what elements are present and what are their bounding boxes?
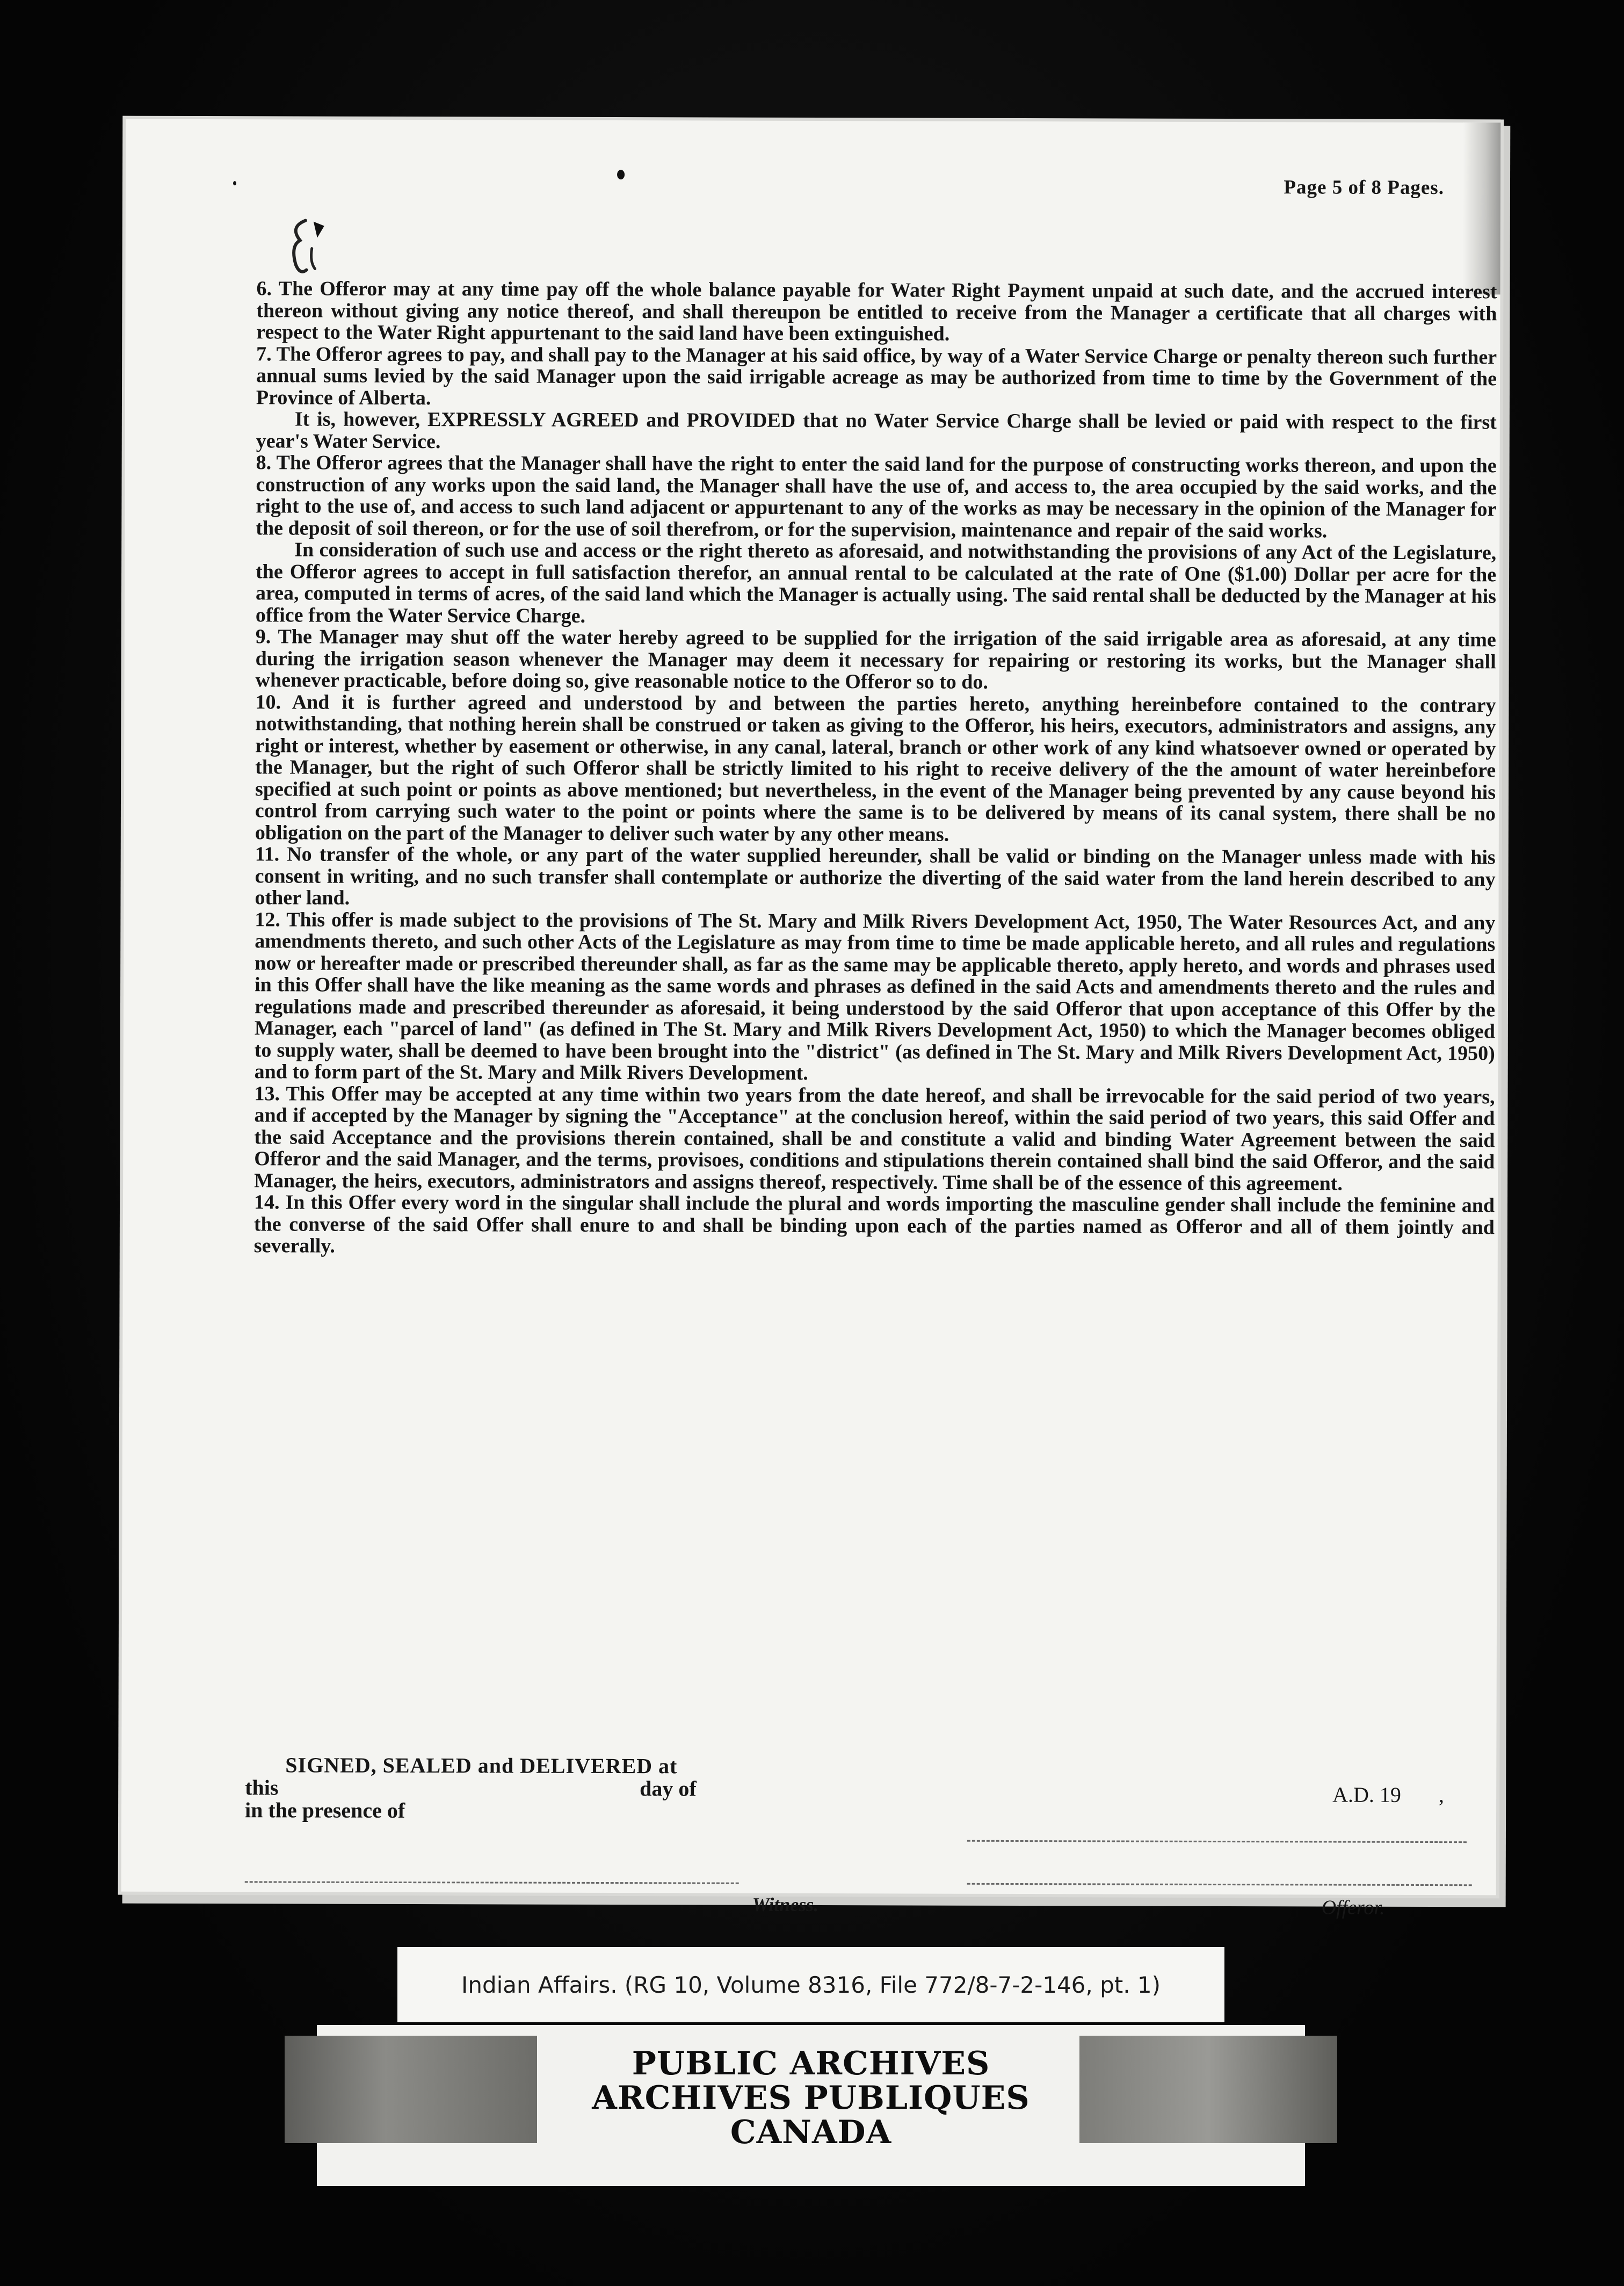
day-of-label: day of [640,1776,697,1801]
offeror-label: Offeror. [1321,1896,1385,1919]
ad-year-line [1332,1782,1444,1808]
ink-dot [233,181,236,185]
witness-label: Witness. [752,1893,819,1916]
archives-line-1: PUBLIC ARCHIVES [632,2045,990,2082]
ad-suffix: , [1438,1783,1445,1807]
presence-label: in the presence of [245,1798,405,1823]
archives-line-3: CANADA [730,2114,892,2151]
page-number: Page 5 of 8 Pages. [1284,176,1445,199]
handwritten-mark-icon [284,216,332,280]
document-page [121,119,1501,1919]
clause-7: 7. The Offeror agrees to pay, and shall pay to the Manager at his said office, by way of a Water Service Charge or penalty thereon such further annual sums levied by the said Manager upon the said irrigable acreage as may be authorized from time to time by the Government of the Province of Alberta. [256,342,1497,409]
clause-8: 8. The Offeror agrees that the Manager shall have the right to enter the said land for the purpose of constructing works thereon, and upon the construction of any works upon the said land, the Manager shall have the use of, and access to, the area occupied by the said works, and the right to the use of, and access to such land adjacent or appurtenant to any of the works as may be necessary in the opinion of the Manager for the deposit of soil thereon, or for the use of soil therefrom, or for the supervision, maintenance and repair of the said works. [256,451,1497,542]
clause-9: 9. The Manager may shut off the water hereby agreed to be supplied for the irrigation of the said irrigable area as aforesaid, at any time during the irrigation season whenever the Manager may deem it necessary for repairing or restoring its works, but the Manager shall whenever practicable, before doing so, give reasonable notice to the Offeror so to do. [255,625,1496,693]
clause-8-consideration: In consideration of such use and access or the right thereto as aforesaid, and notwithstanding the provisions of any Act of the Legislature, the Offeror agrees to accept in full satisfaction therefor, an annual rental to be calculated at the rate of One ($1.00) Dollar per acre for the area, computed in terms of acres, of the said land which the Manager is actually using. The said rental shall be deducted by the Manager at his office from the Water Service Charge. [255,538,1497,627]
clause-12: 12. This offer is made subject to the provisions of The St. Mary and Milk Rivers Development Act, 1950, The Water Resources Act, and any amendments thereto, and such other Acts of the Legislature as may from time to time be made applicable hereto, and all rules and regulations now or hereafter made or prescribed thereunder shall, as far as the same may be applicable thereto, apply hereto, and words and phrases used in this Offer shall have the like meaning as the same words and phrases as defined in the said Acts and amendments thereto and the rules and regulations made and prescribed thereunder as aforesaid, it being understood by the said Offeror that upon acceptance of this Offer by the Manager, each "parcel of land" (as defined in The St. Mary and Milk Rivers Development Act, 1950) to which the Manager becomes obliged to supply water, shall be deemed to have been brought into the "district" (as defined in The St. Mary and Milk Rivers Development Act, 1950) and to form part of the St. Mary and Milk Rivers Development. [254,908,1496,1084]
ad-label: A.D. 19 [1332,1782,1402,1807]
clause-7-proviso: It is, however, EXPRESSLY AGREED and PROVIDED that no Water Service Charge shall be levied or paid with respect to the first year's Water Service. [256,408,1497,453]
clause-6: 6. The Offeror may at any time pay off the whole balance payable for Water Right Payment unpaid at such date, and the accrued interest thereon without giving any notice thereof, and shall thereupon be entitled to receive from the Manager a certificate that all charges with respect to the Water Right appurtenant to the said land have been extinguished. [256,277,1497,345]
archival-reference-label [397,1947,1224,2022]
archives-line-2: ARCHIVES PUBLIQUES [592,2079,1030,2117]
agreement-body [254,278,1497,1260]
clause-14: 14. In this Offer every word in the singular shall include the plural and words importing the masculine gender shall include the feminine and the converse of the said Offer shall enure to and shall be binding upon each of the parties named as Offeror and all of them jointly and severally. [253,1191,1495,1257]
archival-reference-text: Indian Affairs. (RG 10, Volume 8316, File 772/8-7-2-146, pt. 1) [461,1971,1161,1998]
clause-13: 13. This Offer may be accepted at any time within two years from the date hereof, and shall be irrevocable for the said period of two years, and if accepted by the Manager by signing the "Acceptance" at the conclusion hereof, within the said period of two years, this said Offer and the said Acceptance and the provisions therein contained, shall be and constitute a valid and binding Water Agreement between the said Offeror and the said Manager, and the terms, provisoes, conditions and stipulations therein contained shall bind the said Offeror, and the said Manager, the heirs, executors, administrators and assigns thereof, respectively. Time shall be of the essence of this agreement. [254,1082,1495,1195]
ink-dot [617,170,625,179]
archives-stamp-text [317,2046,1305,2150]
clause-11: 11. No transfer of the whole, or any part of the water supplied hereunder, shall be valid or binding on the Manager unless made with his consent in writing, and no such transfer shall contemplate or authorize the diverting of the said water from the land herein described to any other land. [255,843,1496,909]
offeror-signature-line [967,1883,1472,1886]
archives-stamp [317,2025,1305,2186]
offeror-signature-line-upper [967,1840,1467,1843]
signed-sealed-line: SIGNED, SEALED and DELIVERED at [285,1753,678,1778]
witness-signature-line [245,1881,739,1884]
this-label: this [245,1775,279,1800]
page-curl [1462,122,1500,294]
clause-10: 10. And it is further agreed and understood by and between the parties hereto, anything hereinbefore contained to the contrary notwithstanding, that nothing herein shall be construed or taken as giving to the Offeror, his heirs, executors, administrators and assigns, any right or interest, whether by easement or otherwise, in any canal, lateral, branch or other work of any kind whatsoever owned or operated by the Manager, but the right of such Offeror shall be strictly limited to his right to receive delivery of the the amount of water hereinbefore specified at such point or points as above mentioned; but nevertheless, in the event of the Manager being prevented by any cause beyond his control from carrying such water to the point or points where the same is to be delivered by means of its canal system, there shall be no obligation on the part of the Manager to deliver such water by any other means. [255,690,1496,846]
signature-block [245,1752,1491,1919]
